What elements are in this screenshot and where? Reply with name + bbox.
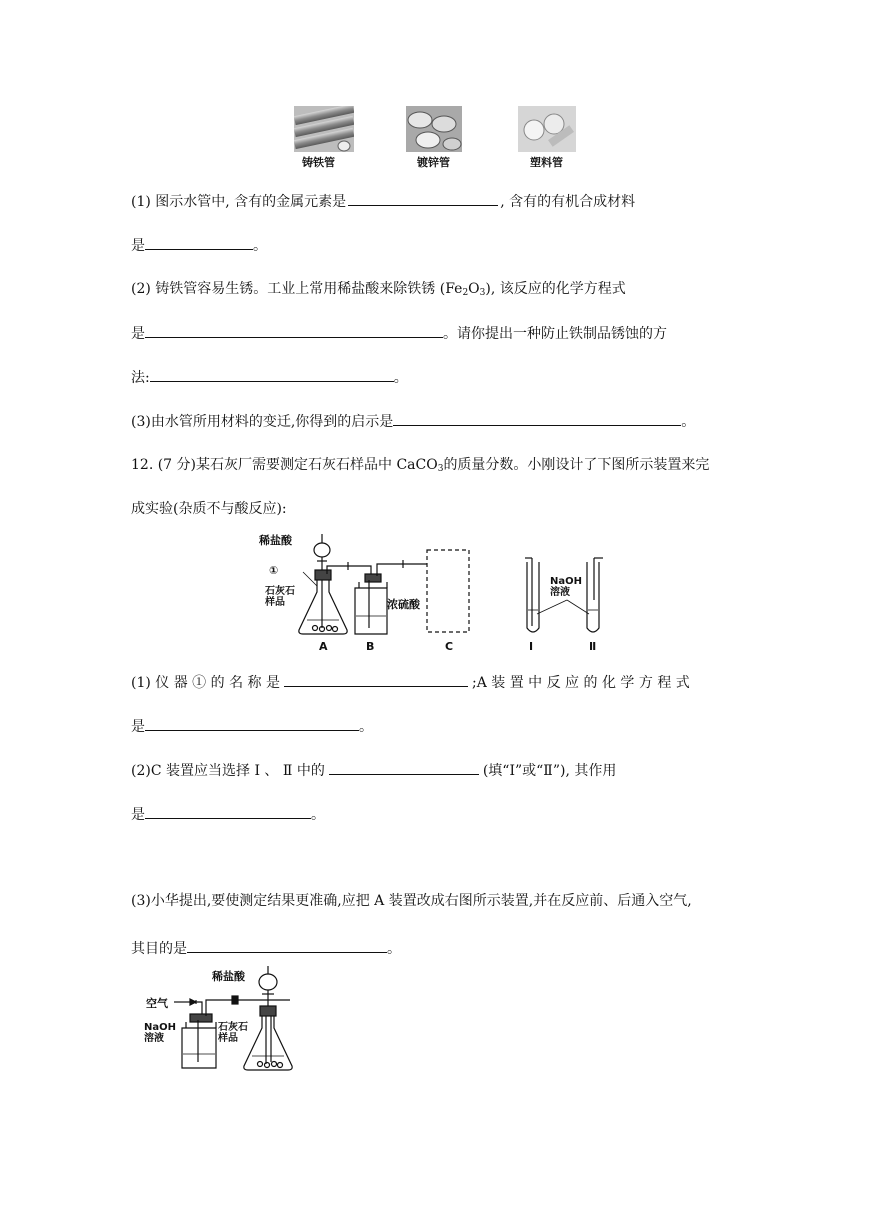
q11-answer-blank-3[interactable] bbox=[145, 323, 443, 338]
q11-part2-line1: (2) 铸铁管容易生锈。工业上常用稀盐酸来除铁锈 $(Fe_2O_3)$, 该反应的化学方程式 bbox=[131, 281, 626, 298]
apparatus-diagram-2 bbox=[140, 962, 300, 1074]
fig1-label-limestone: 石灰石 样品 bbox=[265, 586, 295, 608]
q11-part1-line1: (1) 图示水管中, 含有的金属元素是 , 含有的有机合成材料 bbox=[131, 191, 635, 212]
fig1-label-naoh: NaOH 溶液 bbox=[550, 576, 582, 598]
fig1-label-ii: Ⅱ bbox=[589, 640, 597, 653]
pipe-caption-cast-iron: 铸铁管 bbox=[302, 156, 335, 169]
fig2-label-limestone: 石灰石 样品 bbox=[218, 1022, 248, 1044]
fig1-label-b: B bbox=[366, 640, 375, 653]
galvanized-pipe-image bbox=[406, 106, 462, 152]
q12-answer-blank-4[interactable] bbox=[145, 804, 311, 819]
q11-part2-line3: 法: 。 bbox=[131, 367, 408, 388]
q11-part2-line2: 是 。请你提出一种防止铁制品锈蚀的方 bbox=[131, 323, 667, 344]
fig1-label-i: Ⅰ bbox=[529, 640, 534, 653]
q12-answer-blank-5[interactable] bbox=[187, 938, 387, 953]
q12-intro-line2: 成实验(杂质不与酸反应): bbox=[131, 501, 287, 517]
q12-answer-blank-2[interactable] bbox=[145, 716, 359, 731]
fig2-label-air: 空气 bbox=[146, 997, 168, 1010]
pipe-caption-plastic: 塑料管 bbox=[530, 156, 563, 169]
fig2-label-naoh: NaOH 溶液 bbox=[144, 1022, 176, 1044]
q11-part3-line: (3)由水管所用材料的变迁,你得到的启示是 。 bbox=[131, 411, 695, 432]
q12-part3-line2: 其目的是 。 bbox=[131, 938, 401, 959]
q12-part3-line1: (3)小华提出,要使测定结果更准确,应把 A 装置改成右图所示装置,并在反应前、后通入空气, bbox=[131, 893, 692, 909]
q12-part1-line2: 是 。 bbox=[131, 716, 373, 737]
fig1-label-instrument-1: ① bbox=[269, 564, 279, 577]
cast-iron-pipe-image bbox=[294, 106, 354, 152]
plastic-pipe-image bbox=[518, 106, 576, 152]
apparatus-diagram-1 bbox=[255, 530, 615, 655]
q12-intro-line1: 12. (7 分)某石灰厂需要测定石灰石样品中 CaCO$_3$的质量分数。小刚设计了下图所示装置来完 bbox=[131, 457, 710, 474]
q11-answer-blank-5[interactable] bbox=[393, 411, 681, 426]
fig1-label-c: C bbox=[445, 640, 454, 653]
q12-answer-blank-1[interactable] bbox=[284, 672, 468, 687]
q11-answer-blank-2[interactable] bbox=[145, 235, 253, 250]
fig1-label-dilute-hcl: 稀盐酸 bbox=[259, 534, 292, 547]
q12-part1-line1: (1) 仪 器 ① 的 名 称 是 ;A 装 置 中 反 应 的 化 学 方 程 式 bbox=[131, 672, 690, 693]
q11-answer-blank-4[interactable] bbox=[150, 367, 394, 382]
q11-part1-line2: 是 。 bbox=[131, 235, 267, 256]
fig2-label-dilute-hcl: 稀盐酸 bbox=[212, 970, 245, 983]
q12-part2-line1: (2)C 装置应当选择 Ⅰ 、 Ⅱ 中的 (填“Ⅰ”或“Ⅱ”), 其作用 bbox=[131, 760, 616, 781]
q12-answer-blank-3[interactable] bbox=[329, 760, 479, 775]
fig1-label-a: A bbox=[319, 640, 328, 653]
pipe-caption-galvanized: 镀锌管 bbox=[417, 156, 450, 169]
q11-answer-blank-1[interactable] bbox=[348, 191, 498, 206]
q12-part2-line2: 是 。 bbox=[131, 804, 325, 825]
fig1-label-conc-h2so4: 浓硫酸 bbox=[387, 598, 420, 611]
